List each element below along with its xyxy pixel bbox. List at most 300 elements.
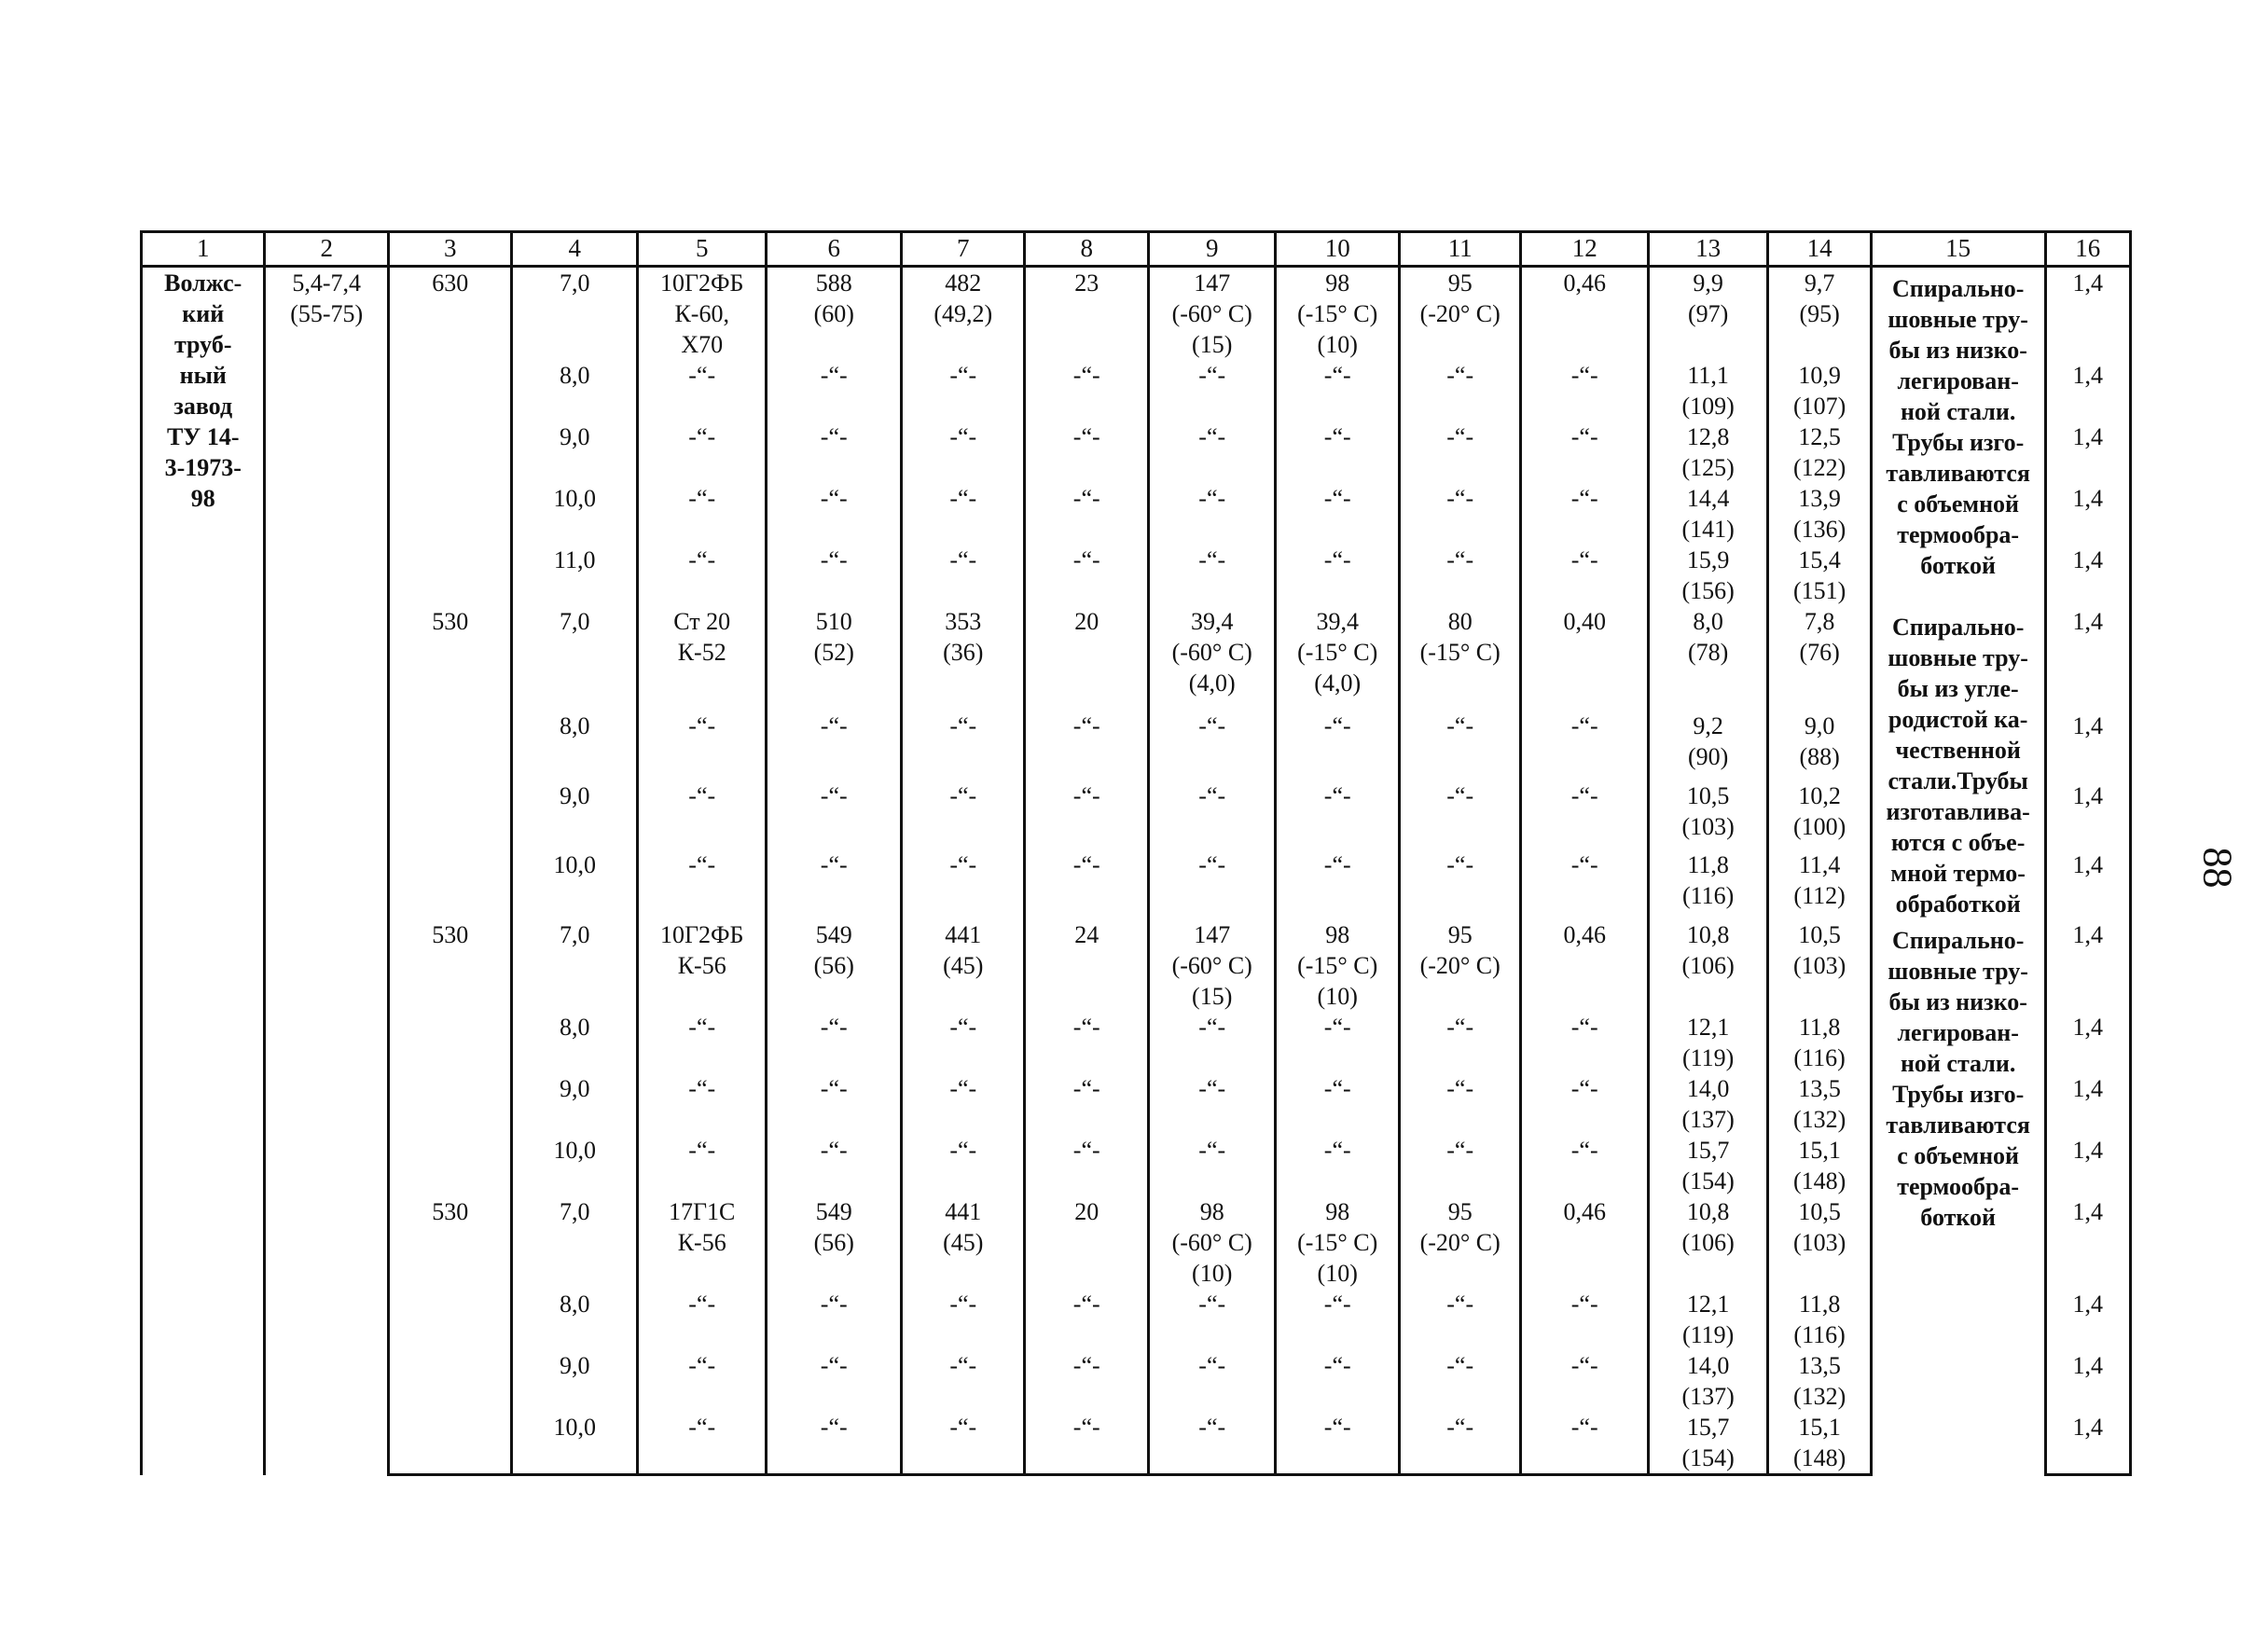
cell-line: 10,8	[1686, 1198, 1730, 1225]
cell-line: 530	[432, 1198, 469, 1225]
carbon-equivalent-cell	[1521, 483, 1649, 545]
plant-name-line: 98	[190, 485, 215, 512]
impact-test-cell	[1148, 1350, 1276, 1412]
note-cell	[1871, 919, 2045, 1475]
cell-line: (-20° C)	[1419, 300, 1500, 327]
header-col-15: 15	[1871, 232, 2045, 267]
elongation-cell	[1025, 1012, 1148, 1073]
wall-thickness-cell	[512, 545, 638, 606]
cell-line: -“-	[820, 546, 848, 573]
cell-line: 11,8	[1798, 1291, 1841, 1318]
shear-area-cell	[1399, 545, 1520, 606]
plant-name-line: ный	[179, 362, 227, 389]
note-line: тавливаются	[1886, 460, 2030, 487]
cell-line: -“-	[1570, 546, 1598, 573]
cell-line: -“-	[1072, 1137, 1100, 1164]
cell-line: (45)	[943, 952, 984, 979]
cell-line: (106)	[1681, 1229, 1735, 1256]
cell-line: -“-	[1198, 851, 1226, 879]
note-line: боткой	[1920, 1204, 1997, 1231]
impact-test-2-cell	[1276, 483, 1399, 545]
cell-line: -“-	[1323, 1014, 1351, 1041]
cell-line: 441	[945, 921, 982, 948]
wall-thickness-cell	[512, 606, 638, 711]
cell-line: (103)	[1792, 1229, 1846, 1256]
cell-line: 147	[1194, 269, 1231, 297]
cell-line: 15,7	[1686, 1414, 1730, 1441]
cell-line: 9,9	[1693, 269, 1723, 297]
diameter-cell	[388, 711, 511, 780]
tensile-strength-cell	[767, 267, 902, 361]
note-line: мной термо-	[1890, 860, 2026, 887]
cell-line: 7,0	[559, 921, 590, 948]
cell-line: 39,4	[1316, 608, 1359, 635]
cell-line: -“-	[688, 1075, 716, 1102]
carbon-equivalent-cell	[1521, 1012, 1649, 1073]
cell-line: (-60° C)	[1171, 952, 1252, 979]
cell-line: -“-	[949, 1414, 977, 1441]
note-cell	[1871, 606, 2045, 919]
impact-test-2-cell	[1276, 1412, 1399, 1475]
cell-line: -“-	[1198, 546, 1226, 573]
cell-line: (-20° C)	[1419, 952, 1500, 979]
impact-test-2-cell	[1276, 421, 1399, 483]
cell-line: 12,1	[1686, 1291, 1730, 1318]
note-line: термообра-	[1897, 1173, 2020, 1200]
working-pressure-cell	[1768, 421, 1871, 483]
cell-line: -“-	[820, 1414, 848, 1441]
steel-grade-cell	[637, 545, 767, 606]
header-col-13: 13	[1648, 232, 1767, 267]
tensile-strength-cell	[767, 1412, 902, 1475]
cell-line: 12,8	[1686, 423, 1730, 450]
yield-strength-cell	[902, 545, 1025, 606]
diameter-cell	[388, 780, 511, 850]
shear-area-cell	[1399, 1073, 1520, 1135]
cell-line: -“-	[1446, 1137, 1474, 1164]
elongation-cell	[1025, 1196, 1148, 1289]
cell-line: 12,5	[1798, 423, 1841, 450]
cell-line: 10,9	[1798, 362, 1841, 389]
note-line: шовные тру-	[1888, 958, 2028, 985]
cell-line: (103)	[1792, 952, 1846, 979]
table-row	[142, 267, 2131, 361]
cell-line: -“-	[820, 781, 848, 809]
diameter-cell	[388, 545, 511, 606]
cell-line: 510	[815, 608, 852, 635]
cell-line: 1,4	[2072, 1352, 2103, 1379]
working-pressure-cell	[1768, 1012, 1871, 1073]
note-line: термообра-	[1897, 521, 2020, 548]
cell-line: (100)	[1792, 812, 1846, 840]
note-line: родистой ка-	[1888, 706, 2028, 733]
diameter-cell	[388, 606, 511, 711]
yield-strength-cell	[902, 849, 1025, 919]
working-pressure-cell	[1768, 1412, 1871, 1475]
working-pressure-cell	[1768, 780, 1871, 850]
cell-line: (90)	[1688, 743, 1729, 770]
table-row	[142, 1350, 2131, 1412]
cell-line: -“-	[1570, 1137, 1598, 1164]
note-line: ной стали.	[1900, 398, 2016, 425]
cell-line: 10,0	[553, 485, 596, 512]
cell-line: (-15° C)	[1297, 639, 1378, 666]
carbon-equivalent-cell	[1521, 1289, 1649, 1350]
cell-line: -“-	[1198, 712, 1226, 739]
cell-line: (52)	[813, 639, 854, 666]
wall-thickness-cell	[512, 421, 638, 483]
cell-line: -“-	[820, 1291, 848, 1318]
steel-grade-cell	[637, 780, 767, 850]
header-col-6: 6	[767, 232, 902, 267]
elongation-cell	[1025, 1412, 1148, 1475]
cell-line: (154)	[1681, 1167, 1735, 1194]
note-line: Спирально-	[1891, 614, 2025, 641]
cell-line: Х70	[681, 331, 724, 358]
elongation-cell	[1025, 421, 1148, 483]
plant-name-line: Волжс-	[164, 269, 242, 297]
cell-line: 11,4	[1798, 851, 1841, 879]
cell-line: -“-	[688, 1352, 716, 1379]
cell-line: -“-	[949, 851, 977, 879]
cell-line: -“-	[949, 485, 977, 512]
note-line: легирован-	[1897, 367, 2019, 394]
header-col-2: 2	[265, 232, 388, 267]
cell-line: 8,0	[559, 1291, 590, 1318]
note-line: обработкой	[1895, 891, 2021, 918]
cell-line: 7,0	[559, 608, 590, 635]
cell-line: -“-	[688, 423, 716, 450]
carbon-equivalent-cell	[1521, 1073, 1649, 1135]
cell-line: 10,5	[1798, 921, 1841, 948]
shear-area-cell	[1399, 1135, 1520, 1196]
test-pressure-cell	[1648, 483, 1767, 545]
cell-line: -“-	[1446, 485, 1474, 512]
note-line: ются с объе-	[1890, 829, 2026, 856]
steel-grade-cell	[637, 849, 767, 919]
header-col-8: 8	[1025, 232, 1148, 267]
impact-test-2-cell	[1276, 1196, 1399, 1289]
cell-line: Ст 20	[673, 608, 731, 635]
cell-line: 20	[1074, 608, 1099, 635]
wall-thickness-cell	[512, 1012, 638, 1073]
tensile-strength-cell	[767, 360, 902, 421]
steel-grade-cell	[637, 1012, 767, 1073]
header-col-10: 10	[1276, 232, 1399, 267]
steel-grade-cell	[637, 919, 767, 1012]
tensile-strength-cell	[767, 1012, 902, 1073]
shear-area-cell	[1399, 780, 1520, 850]
cell-line: (97)	[1688, 300, 1729, 327]
cell-line: (-15° C)	[1419, 639, 1500, 666]
cell-line: (-15° C)	[1297, 1229, 1378, 1256]
cell-line: (107)	[1792, 393, 1846, 420]
working-pressure-cell	[1768, 849, 1871, 919]
cell-line: -“-	[820, 1137, 848, 1164]
table-row	[142, 1196, 2131, 1289]
plant-name-line: кий	[182, 300, 225, 327]
shear-area-cell	[1399, 267, 1520, 361]
wall-thickness-cell	[512, 919, 638, 1012]
cell-line: (45)	[943, 1229, 984, 1256]
wall-thickness-cell	[512, 780, 638, 850]
cell-line: 1,4	[2072, 608, 2103, 635]
tensile-strength-cell	[767, 919, 902, 1012]
cell-line: (15)	[1192, 983, 1233, 1010]
elongation-cell	[1025, 711, 1148, 780]
cell-line: -“-	[1446, 781, 1474, 809]
cell-line: -“-	[1570, 781, 1598, 809]
shear-area-cell	[1399, 1012, 1520, 1073]
steel-grade-cell	[637, 1135, 767, 1196]
shear-area-cell	[1399, 421, 1520, 483]
cell-line: (112)	[1793, 882, 1846, 910]
tensile-strength-cell	[767, 483, 902, 545]
coefficient-cell	[2045, 360, 2131, 421]
test-pressure-cell	[1648, 1135, 1767, 1196]
diameter-cell	[388, 1012, 511, 1073]
cell-line: (119)	[1681, 1321, 1735, 1348]
cell-line: -“-	[949, 1137, 977, 1164]
cell-line: (116)	[1681, 882, 1735, 910]
cell-line: 630	[432, 269, 469, 297]
cell-line: -“-	[1072, 423, 1100, 450]
cell-line: -“-	[1198, 1075, 1226, 1102]
cell-line: -“-	[1072, 712, 1100, 739]
test-pressure-cell	[1648, 267, 1767, 361]
cell-line: -“-	[820, 712, 848, 739]
cell-line: -“-	[1323, 712, 1351, 739]
impact-test-cell	[1148, 1012, 1276, 1073]
cell-line: -“-	[1570, 1291, 1598, 1318]
coefficient-cell	[2045, 1412, 2131, 1475]
coefficient-cell	[2045, 780, 2131, 850]
cell-line: 10,5	[1798, 1198, 1841, 1225]
carbon-equivalent-cell	[1521, 849, 1649, 919]
cell-line: -“-	[1446, 423, 1474, 450]
cell-line: -“-	[688, 1291, 716, 1318]
diameter-cell	[388, 1289, 511, 1350]
page-number: 88	[2194, 847, 2241, 889]
table-row	[142, 1135, 2131, 1196]
cell-line: -“-	[1072, 546, 1100, 573]
test-pressure-cell	[1648, 1289, 1767, 1350]
steel-grade-cell	[637, 1412, 767, 1475]
tensile-strength-cell	[767, 849, 902, 919]
cell-line: (151)	[1792, 577, 1846, 604]
cell-line: 98	[1325, 1198, 1350, 1225]
cell-line: -“-	[1072, 362, 1100, 389]
cell-line: -“-	[688, 712, 716, 739]
cell-line: -“-	[1323, 546, 1351, 573]
working-pressure-cell	[1768, 360, 1871, 421]
pressure-line: 5,4-7,4	[292, 269, 362, 297]
cell-line: 8,0	[559, 362, 590, 389]
coefficient-cell	[2045, 1012, 2131, 1073]
impact-test-cell	[1148, 545, 1276, 606]
table-row	[142, 780, 2131, 850]
steel-grade-cell	[637, 1289, 767, 1350]
cell-line: 10,0	[553, 1414, 596, 1441]
carbon-equivalent-cell	[1521, 545, 1649, 606]
cell-line: (116)	[1793, 1321, 1846, 1348]
cell-line: 7,0	[559, 1198, 590, 1225]
cell-line: 9,0	[1804, 712, 1835, 739]
wall-thickness-cell	[512, 1289, 638, 1350]
cell-line: -“-	[820, 362, 848, 389]
cell-line: 13,5	[1798, 1075, 1841, 1102]
elongation-cell	[1025, 545, 1148, 606]
plant-name-line: труб-	[173, 331, 232, 358]
impact-test-cell	[1148, 1135, 1276, 1196]
cell-line: -“-	[1323, 781, 1351, 809]
diameter-cell	[388, 1135, 511, 1196]
coefficient-cell	[2045, 267, 2131, 361]
cell-line: 39,4	[1190, 608, 1234, 635]
yield-strength-cell	[902, 360, 1025, 421]
cell-line: 1,4	[2072, 1414, 2103, 1441]
test-pressure-cell	[1648, 606, 1767, 711]
tensile-strength-cell	[767, 1135, 902, 1196]
cell-line: -“-	[688, 1014, 716, 1041]
cell-line: 98	[1325, 269, 1350, 297]
test-pressure-cell	[1648, 1012, 1767, 1073]
note-line: бы из угле-	[1897, 675, 2019, 702]
cell-line: -“-	[1323, 1352, 1351, 1379]
cell-line: -“-	[688, 1414, 716, 1441]
cell-line: 80	[1447, 608, 1473, 635]
cell-line: -“-	[1446, 1352, 1474, 1379]
cell-line: 9,0	[559, 781, 590, 809]
header-col-3: 3	[388, 232, 511, 267]
plant-name-line: ТУ 14-	[166, 423, 240, 450]
elongation-cell	[1025, 1289, 1148, 1350]
cell-line: -“-	[820, 485, 848, 512]
table-row	[142, 1012, 2131, 1073]
note-line: стали.Трубы	[1888, 767, 2028, 794]
diameter-cell	[388, 919, 511, 1012]
wall-thickness-cell	[512, 711, 638, 780]
tensile-strength-cell	[767, 1289, 902, 1350]
elongation-cell	[1025, 606, 1148, 711]
table-row	[142, 545, 2131, 606]
impact-test-cell	[1148, 849, 1276, 919]
shear-area-cell	[1399, 1289, 1520, 1350]
table-row	[142, 919, 2131, 1012]
cell-line: 1,4	[2072, 546, 2103, 573]
tensile-strength-cell	[767, 421, 902, 483]
steel-grade-cell	[637, 1073, 767, 1135]
yield-strength-cell	[902, 606, 1025, 711]
cell-line: -“-	[1198, 423, 1226, 450]
impact-test-2-cell	[1276, 1012, 1399, 1073]
coefficient-cell	[2045, 849, 2131, 919]
cell-line: 20	[1074, 1198, 1099, 1225]
cell-line: 95	[1447, 269, 1473, 297]
diameter-cell	[388, 1196, 511, 1289]
table-row	[142, 483, 2131, 545]
cell-line: 1,4	[2072, 712, 2103, 739]
working-pressure-cell	[1768, 1073, 1871, 1135]
impact-test-2-cell	[1276, 711, 1399, 780]
shear-area-cell	[1399, 1196, 1520, 1289]
steel-grade-cell	[637, 267, 767, 361]
diameter-cell	[388, 360, 511, 421]
cell-line: -“-	[1446, 1075, 1474, 1102]
shear-area-cell	[1399, 360, 1520, 421]
elongation-cell	[1025, 1350, 1148, 1412]
tensile-strength-cell	[767, 545, 902, 606]
working-pressure-cell	[1768, 267, 1871, 361]
steel-grade-cell	[637, 483, 767, 545]
note-line: с объемной	[1897, 490, 2020, 518]
impact-test-2-cell	[1276, 780, 1399, 850]
cell-line: (10)	[1192, 1260, 1233, 1287]
cell-line: 1,4	[2072, 1198, 2103, 1225]
wall-thickness-cell	[512, 360, 638, 421]
elongation-cell	[1025, 1135, 1148, 1196]
cell-line: -“-	[949, 423, 977, 450]
cell-line: (119)	[1681, 1044, 1735, 1071]
table-row	[142, 1289, 2131, 1350]
test-pressure-cell	[1648, 919, 1767, 1012]
cell-line: 9,0	[559, 1352, 590, 1379]
cell-line: (125)	[1681, 454, 1735, 481]
header-col-1: 1	[142, 232, 265, 267]
cell-line: -“-	[1323, 1414, 1351, 1441]
cell-line: (78)	[1688, 639, 1729, 666]
wall-thickness-cell	[512, 1412, 638, 1475]
test-pressure-cell	[1648, 1350, 1767, 1412]
diameter-cell	[388, 1073, 511, 1135]
cell-line: 9,7	[1804, 269, 1835, 297]
cell-line: 23	[1074, 269, 1099, 297]
cell-line: -“-	[1198, 485, 1226, 512]
cell-line: 13,9	[1798, 485, 1841, 512]
header-col-7: 7	[902, 232, 1025, 267]
steel-grade-cell	[637, 360, 767, 421]
coefficient-cell	[2045, 1350, 2131, 1412]
yield-strength-cell	[902, 1412, 1025, 1475]
cell-line: 10Г2ФБ	[659, 921, 744, 948]
cell-line: 1,4	[2072, 851, 2103, 879]
cell-line: -“-	[820, 1014, 848, 1041]
impact-test-cell	[1148, 711, 1276, 780]
impact-test-2-cell	[1276, 267, 1399, 361]
cell-line: (137)	[1681, 1383, 1735, 1410]
cell-line: -“-	[1446, 1014, 1474, 1041]
cell-line: -“-	[820, 423, 848, 450]
cell-line: -“-	[949, 546, 977, 573]
carbon-equivalent-cell	[1521, 919, 1649, 1012]
cell-line: (132)	[1792, 1383, 1846, 1410]
table-row	[142, 849, 2131, 919]
diameter-cell	[388, 267, 511, 361]
elongation-cell	[1025, 780, 1148, 850]
wall-thickness-cell	[512, 1350, 638, 1412]
cell-line: 1,4	[2072, 781, 2103, 809]
note-line: шовные тру-	[1888, 644, 2028, 671]
cell-line: -“-	[949, 712, 977, 739]
cell-line: -“-	[820, 851, 848, 879]
cell-line: -“-	[1198, 1352, 1226, 1379]
working-pressure-cell	[1768, 919, 1871, 1012]
column-number-header	[142, 232, 2131, 267]
cell-line: 441	[945, 1198, 982, 1225]
cell-line: (148)	[1792, 1444, 1846, 1471]
impact-test-cell	[1148, 780, 1276, 850]
note-line: с объемной	[1897, 1142, 2020, 1169]
